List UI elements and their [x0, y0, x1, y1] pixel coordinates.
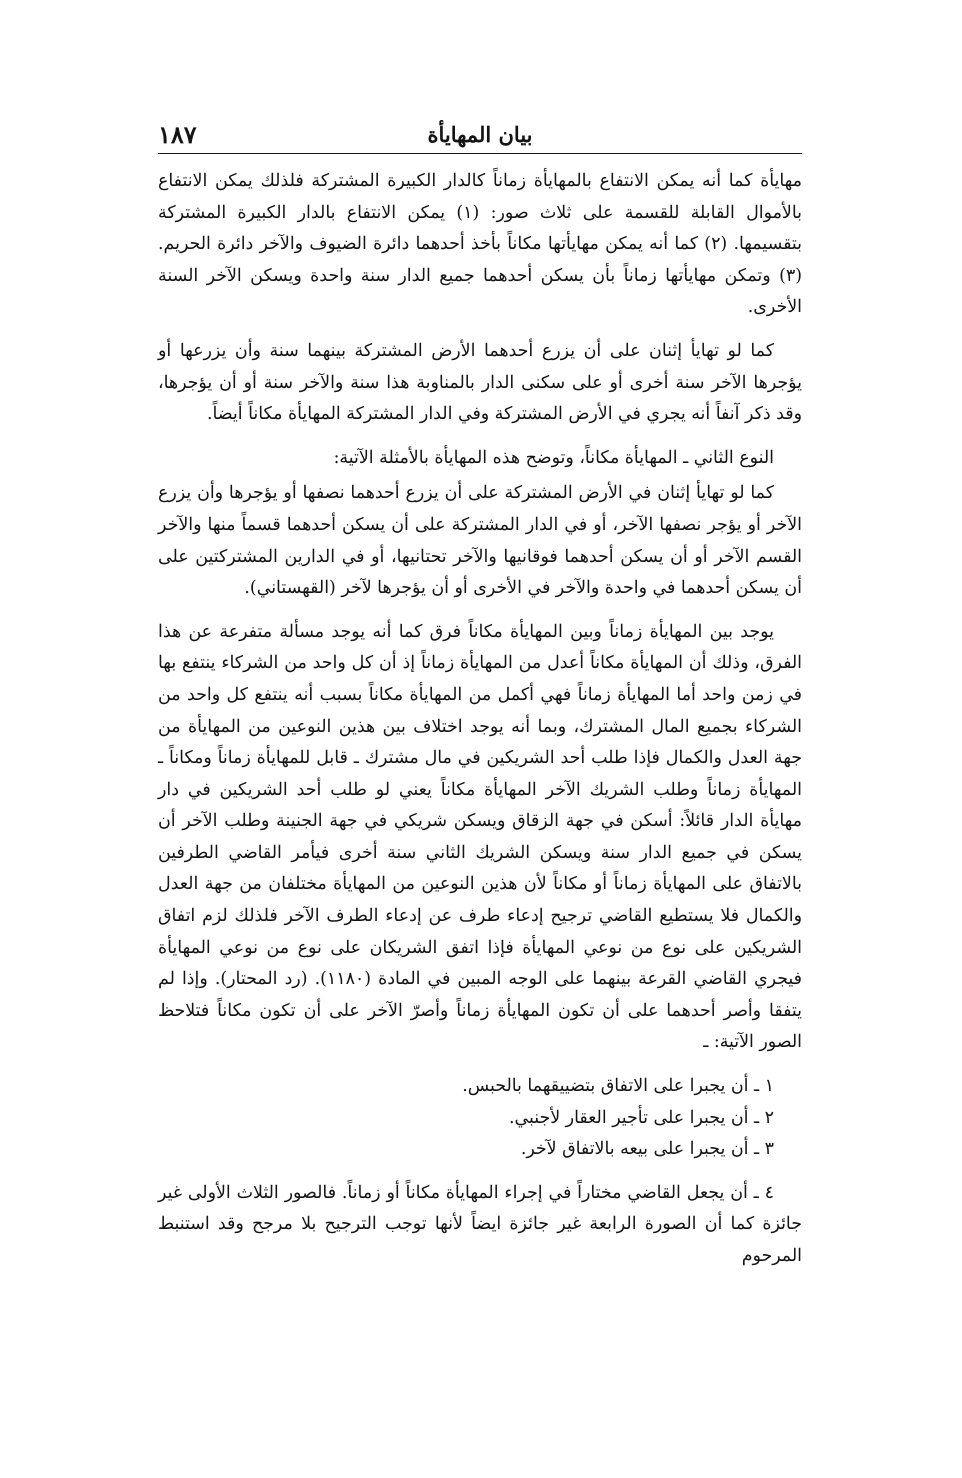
list-item: ٢ ـ أن يجبرا على تأجير العقار لأجنبي.	[508, 1107, 774, 1128]
list-item: ١ ـ أن يجبرا على الاتفاق بتضييقهما بالحبس.	[462, 1076, 774, 1097]
paragraph-example-time: كما لو تهايأ إثنان على أن يزرع أحدهما الأرض المشتركة بينهما سنة وأن يزرعها أو يؤجرها الآخر سنة أخرى أو على سكنى الدار بالمناوبة هذا سنة والآخر سنة أو أن يؤجرها، وقد ذكر آنفاً أنه يجري في الأرض المشتركة وفي الدار المشتركة المهايأة مكاناً أيضاً.	[158, 340, 802, 425]
paragraph-closing: ٤ ـ أن يجعل القاضي مختاراً في إجراء المهايأة مكاناً أو زماناً. فالصور الثلاث الأولى غير جائزة كما أن الصورة الرابعة غير جائزة ايضاً لأنها توجب الترجيح بلا مرجح وقد استنبط المرحوم	[158, 1182, 802, 1266]
paragraph-continuation: مهايأة كما أنه يمكن الانتفاع بالمهايأة زماناً كالدار الكبيرة المشتركة فلذلك يمكن الانتفاع بالأموال القابلة للقسمة على ثلاث صور: (١) يمكن الانتفاع بالدار الكبيرة المشتركة بتقسيمها. (٢) كما أنه يمكن مهايأتها مكاناً بأخذ أحدهما دائرة الضيوف والآخر دائرة الحريم. (٣) وتمكن مهايأتها زماناً بأن يسكن أحدهما جميع الدار سنة واحدة ويسكن الآخر السنة الأخرى.	[158, 171, 803, 318]
paragraph-difference: يوجد بين المهايأة زماناً وبين المهايأة مكاناً فرق كما أنه يوجد مسألة متفرعة عن هذا الفرق، وذلك أن المهايأة مكاناً أعدل من المهايأة زماناً إذ أن كل واحد من الشركاء ينتفع بها في زمن واحد أما المهايأة زماناً فهي أكمل من المهايأة مكاناً بسبب أنه ينتفع كل واحد من الشركاء بجميع المال المشترك، وبما أنه يوجد اختلاف بين هذين النوعين من المهايأة من جهة العدل والكمال فإذا طلب أحد الشريكين في مال مشترك ـ قابل للمهايأة زماناً ومكاناً ـ المهايأة زماناً وطلب الشريك الآخر المهايأة مكاناً يعني لو طلب أحد الشريكين في دار مهايأة الدار قائلاً: أسكن في جهة الزقاق ويسكن شريكي في جهة الجنينة وطلب الآخر أن يسكن في جميع الدار سنة ويسكن الشريك الثاني سنة أخرى فيأمر القاضي الطرفين بالاتفاق على المهايأة زماناً أو مكاناً لأن هذين النوعين من المهايأة مختلفان من جهة العدل والكمال فلا يستطيع القاضي ترجيح إدعاء طرف عن إدعاء الطرف الآخر فلذلك لزم اتفاق الشريكين على نوع من نوعي المهايأة فإذا اتفق الشريكان على نوع من نوعي المهايأة فيجري القاضي القرعة بينهما على الوجه المبين في المادة (١١٨٠). (رد المحتار). وإذا لم يتفقا وأصر أحدهما على أن تكون المهايأة زماناً وأصرّ الآخر على أن تكون مكاناً فتلاحظ الصور الآتية: ـ	[158, 621, 802, 1053]
header-rule	[158, 153, 802, 154]
body-text	[158, 166, 802, 1285]
paragraph-example-place: كما لو تهايأ إثنان في الأرض المشتركة على أن يزرع أحدهما نصفها أو يؤجرها وأن يزرع الآخر أو يؤجر نصفها الآخر، أو في الدار المشتركة على أن يسكن أحدهما قسماً منها والآخر القسم الآخر أو أن يسكن أحدهما فوقانيها والآخر تحتانيها، أو في الدارين المشتركتين على أن يسكن أحدهما في واحدة والآخر في الأخرى أو أن يؤجرها لآخر (القهستاني).	[158, 483, 802, 599]
page-header	[158, 118, 802, 152]
section-heading-type-two: النوع الثاني ـ المهايأة مكاناً، وتوضح هذه المهايأة بالأمثلة الآتية:	[333, 447, 774, 468]
page-number: ١٨٧	[158, 120, 197, 149]
running-title: بيان المهايأة	[427, 122, 533, 147]
list-item: ٣ ـ أن يجبرا على بيعه بالاتفاق لآخر.	[520, 1139, 774, 1160]
